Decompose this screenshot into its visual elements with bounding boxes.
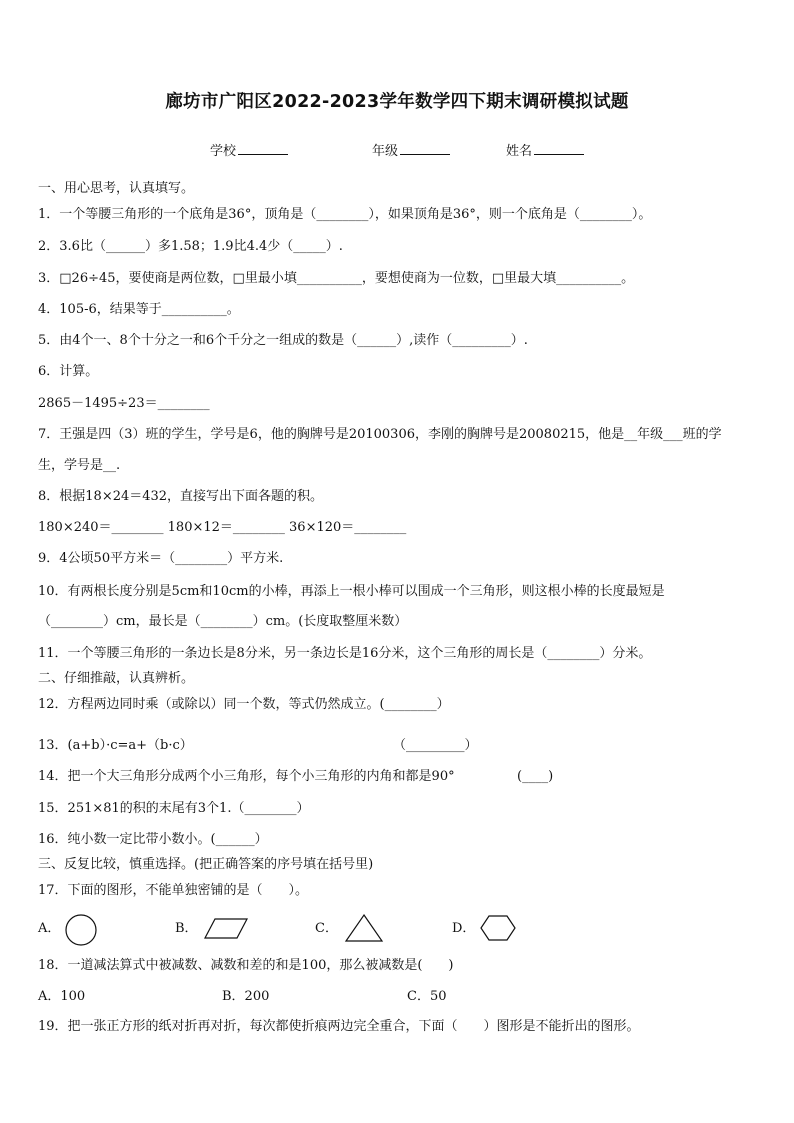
question-19: 19．把一张正方形的纸对折再对折，每次都使折痕两边完全重合，下面（ ）图形是不能折出的图形。 — [38, 1019, 640, 1034]
name-blank[interactable] — [534, 142, 584, 155]
name-field — [506, 140, 584, 159]
hexagon-shape-icon — [479, 914, 517, 942]
question-2: 2．3.6比（______）多1.58；1.9比4.4少（_____）. — [38, 239, 343, 254]
circle-shape-icon — [64, 913, 98, 947]
question-7-line-2: 生，学号是__. — [38, 458, 121, 473]
question-17: 17．下面的图形，不能单独密铺的是（ ）。 — [38, 883, 309, 898]
section-3-heading: 三、反复比较，慎重选择。(把正确答案的序号填在括号里) — [38, 857, 374, 872]
question-4: 4．105-6，结果等于__________。 — [38, 302, 240, 317]
question-12: 12．方程两边同时乘（或除以）同一个数，等式仍然成立。(________） — [38, 697, 450, 712]
question-5: 5．由4个一、8个十分之一和6个千分之一组成的数是（______）,读作（_________）. — [38, 333, 528, 348]
question-10-line-1: 10．有两根长度分别是5cm和10cm的小棒，再添上一根小棒可以围成一个三角形，则这根小棒的长度最短是 — [38, 584, 665, 599]
question-8: 8．根据18×24＝432，直接写出下面各题的积。 — [38, 489, 324, 504]
parallelogram-shape-icon — [203, 918, 249, 940]
question-17-option-a[interactable]: A． — [38, 921, 61, 936]
question-9: 9．4公顷50平方米＝（________）平方米. — [38, 551, 284, 566]
question-11: 11．一个等腰三角形的一条边长是8分米，另一条边长是16分米，这个三角形的周长是（________）分米。 — [38, 646, 652, 661]
question-18-option-c[interactable]: C．50 — [407, 989, 447, 1004]
school-blank[interactable] — [238, 142, 288, 155]
question-18-option-b[interactable]: B．200 — [222, 989, 270, 1004]
grade-label: 年级 — [372, 144, 399, 159]
question-17-option-b[interactable]: B． — [175, 921, 198, 936]
section-1-heading: 一、用心思考，认真填写。 — [38, 181, 195, 196]
question-10-line-2: （________）cm，最长是（________）cm。(长度取整厘米数） — [38, 614, 408, 629]
question-15: 15．251×81的积的末尾有3个1.（________） — [38, 801, 310, 816]
question-16: 16．纯小数一定比带小数小。(______） — [38, 832, 268, 847]
question-6: 6．计算。 — [38, 364, 99, 379]
page-title: 廊坊市广阳区2022-2023学年数学四下期末调研模拟试题 — [165, 92, 629, 112]
grade-blank[interactable] — [400, 142, 450, 155]
question-17-option-d[interactable]: D． — [452, 921, 476, 936]
question-14: 14．把一个大三角形分成两个小三角形，每个小三角形的内角和都是90° — [38, 769, 455, 784]
question-18: 18．一道减法算式中被减数、减数和差的和是100，那么被减数是( ) — [38, 958, 454, 973]
question-7-line-1: 7．王强是四（3）班的学生，学号是6，他的胸牌号是20100306，李刚的胸牌号是20080215，他是__年级___班的学 — [38, 427, 722, 442]
question-1: 1．一个等腰三角形的一个底角是36°，顶角是（________），如果顶角是36°，则一个底角是（________）。 — [38, 207, 652, 222]
question-14-answer-paren[interactable]: (____) — [517, 769, 554, 784]
question-17-option-c[interactable]: C． — [315, 921, 338, 936]
question-8-products: 180×240＝________ 180×12＝________ 36×120＝________ — [38, 520, 407, 535]
grade-field — [372, 140, 450, 159]
question-6-expression: 2865－1495÷23＝________ — [38, 396, 210, 411]
name-label: 姓名 — [506, 144, 533, 159]
question-13: 13．(a+b）·c=a+（b·c） — [38, 738, 193, 753]
question-3: 3．□26÷45，要使商是两位数，□里最小填__________，要想使商为一位数，□里最大填__________。 — [38, 271, 635, 286]
question-18-option-a[interactable]: A．100 — [38, 989, 86, 1004]
school-label: 学校 — [210, 144, 237, 159]
triangle-shape-icon — [344, 913, 384, 943]
question-13-answer-paren[interactable]: （_________） — [393, 738, 478, 753]
section-2-heading: 二、仔细推敲，认真辨析。 — [38, 671, 195, 686]
school-field — [210, 140, 288, 159]
